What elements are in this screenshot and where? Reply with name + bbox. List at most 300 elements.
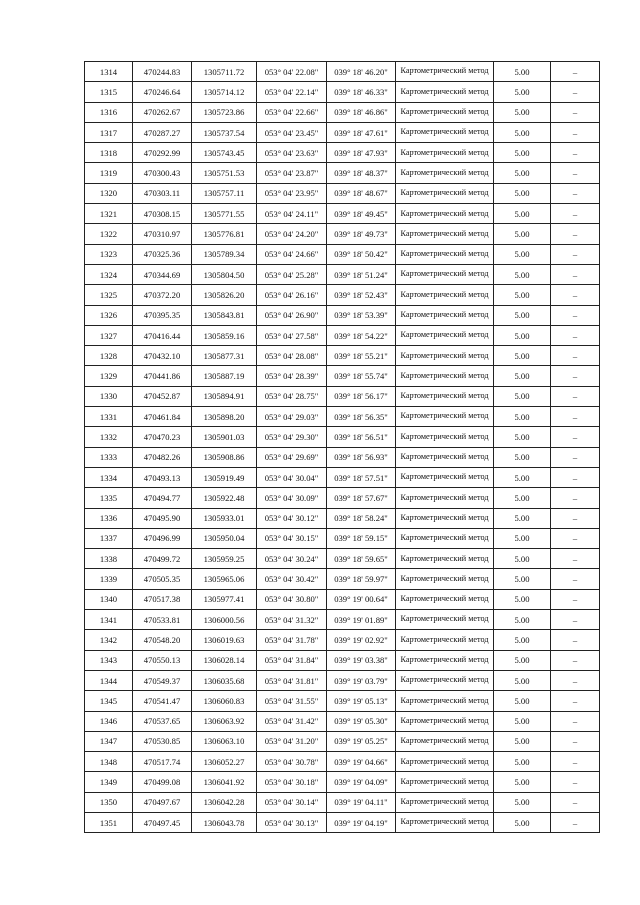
point-number-cell: 1346 [85, 711, 133, 731]
latitude-cell: 053° 04' 28.08" [257, 346, 327, 366]
longitude-cell: 039° 18' 56.93" [327, 447, 396, 467]
longitude-cell: 039° 19' 03.38" [327, 650, 396, 670]
table-row [85, 549, 600, 569]
point-number-cell: 1316 [85, 102, 133, 122]
table-row [85, 488, 600, 508]
x-coordinate-cell: 470517.38 [133, 589, 192, 609]
description-cell: – [551, 589, 600, 609]
longitude-cell: 039° 19' 01.89" [327, 610, 396, 630]
point-number-cell: 1322 [85, 224, 133, 244]
method-cell: Картометрический метод [396, 305, 494, 325]
latitude-cell: 053° 04' 24.11" [257, 204, 327, 224]
method-cell: Картометрический метод [396, 346, 494, 366]
table-row [85, 691, 600, 711]
description-cell: – [551, 772, 600, 792]
point-number-cell: 1336 [85, 508, 133, 528]
description-cell: – [551, 549, 600, 569]
latitude-cell: 053° 04' 25.28" [257, 264, 327, 284]
description-cell: – [551, 610, 600, 630]
description-cell: – [551, 366, 600, 386]
accuracy-cell: 5.00 [494, 630, 551, 650]
table-row [85, 630, 600, 650]
table-row [85, 508, 600, 528]
table-row [85, 467, 600, 487]
method-cell: Картометрический метод [396, 264, 494, 284]
latitude-cell: 053° 04' 24.66" [257, 244, 327, 264]
accuracy-cell: 5.00 [494, 569, 551, 589]
accuracy-cell: 5.00 [494, 366, 551, 386]
accuracy-cell: 5.00 [494, 508, 551, 528]
point-number-cell: 1345 [85, 691, 133, 711]
y-coordinate-cell: 1305965.06 [192, 569, 257, 589]
method-cell: Картометрический метод [396, 407, 494, 427]
table-row [85, 325, 600, 345]
latitude-cell: 053° 04' 22.14" [257, 82, 327, 102]
accuracy-cell: 5.00 [494, 325, 551, 345]
method-cell: Картометрический метод [396, 366, 494, 386]
accuracy-cell: 5.00 [494, 731, 551, 751]
latitude-cell: 053° 04' 24.20" [257, 224, 327, 244]
accuracy-cell: 5.00 [494, 610, 551, 630]
point-number-cell: 1314 [85, 62, 133, 82]
y-coordinate-cell: 1306035.68 [192, 670, 257, 690]
method-cell: Картометрический метод [396, 386, 494, 406]
method-cell: Картометрический метод [396, 528, 494, 548]
x-coordinate-cell: 470470.23 [133, 427, 192, 447]
method-cell: Картометрический метод [396, 82, 494, 102]
longitude-cell: 039° 19' 05.30" [327, 711, 396, 731]
method-cell: Картометрический метод [396, 508, 494, 528]
x-coordinate-cell: 470244.83 [133, 62, 192, 82]
table-row [85, 204, 600, 224]
method-cell: Картометрический метод [396, 285, 494, 305]
point-number-cell: 1337 [85, 528, 133, 548]
y-coordinate-cell: 1306060.83 [192, 691, 257, 711]
latitude-cell: 053° 04' 30.78" [257, 752, 327, 772]
y-coordinate-cell: 1305737.54 [192, 122, 257, 142]
method-cell: Картометрический метод [396, 691, 494, 711]
method-cell: Картометрический метод [396, 569, 494, 589]
x-coordinate-cell: 470452.87 [133, 386, 192, 406]
y-coordinate-cell: 1305804.50 [192, 264, 257, 284]
table-row [85, 711, 600, 731]
description-cell: – [551, 285, 600, 305]
point-number-cell: 1326 [85, 305, 133, 325]
x-coordinate-cell: 470310.97 [133, 224, 192, 244]
description-cell: – [551, 488, 600, 508]
x-coordinate-cell: 470548.20 [133, 630, 192, 650]
description-cell: – [551, 752, 600, 772]
table-row [85, 447, 600, 467]
y-coordinate-cell: 1305757.11 [192, 183, 257, 203]
longitude-cell: 039° 18' 49.73" [327, 224, 396, 244]
point-number-cell: 1321 [85, 204, 133, 224]
x-coordinate-cell: 470461.84 [133, 407, 192, 427]
latitude-cell: 053° 04' 27.58" [257, 325, 327, 345]
method-cell: Картометрический метод [396, 549, 494, 569]
longitude-cell: 039° 19' 03.79" [327, 670, 396, 690]
table-row [85, 346, 600, 366]
accuracy-cell: 5.00 [494, 407, 551, 427]
x-coordinate-cell: 470549.37 [133, 670, 192, 690]
y-coordinate-cell: 1305977.41 [192, 589, 257, 609]
x-coordinate-cell: 470246.64 [133, 82, 192, 102]
point-number-cell: 1331 [85, 407, 133, 427]
longitude-cell: 039° 19' 04.19" [327, 812, 396, 832]
point-number-cell: 1335 [85, 488, 133, 508]
y-coordinate-cell: 1305933.01 [192, 508, 257, 528]
latitude-cell: 053° 04' 30.13" [257, 812, 327, 832]
point-number-cell: 1351 [85, 812, 133, 832]
longitude-cell: 039° 18' 51.24" [327, 264, 396, 284]
latitude-cell: 053° 04' 30.80" [257, 589, 327, 609]
y-coordinate-cell: 1305789.34 [192, 244, 257, 264]
x-coordinate-cell: 470303.11 [133, 183, 192, 203]
table-row [85, 731, 600, 751]
method-cell: Картометрический метод [396, 711, 494, 731]
latitude-cell: 053° 04' 30.18" [257, 772, 327, 792]
longitude-cell: 039° 18' 58.24" [327, 508, 396, 528]
point-number-cell: 1324 [85, 264, 133, 284]
table-row [85, 610, 600, 630]
x-coordinate-cell: 470505.35 [133, 569, 192, 589]
x-coordinate-cell: 470262.67 [133, 102, 192, 122]
description-cell: – [551, 650, 600, 670]
point-number-cell: 1340 [85, 589, 133, 609]
point-number-cell: 1349 [85, 772, 133, 792]
y-coordinate-cell: 1305743.45 [192, 143, 257, 163]
latitude-cell: 053° 04' 31.81" [257, 670, 327, 690]
table-row [85, 812, 600, 832]
accuracy-cell: 5.00 [494, 650, 551, 670]
point-number-cell: 1350 [85, 792, 133, 812]
method-cell: Картометрический метод [396, 772, 494, 792]
x-coordinate-cell: 470372.20 [133, 285, 192, 305]
x-coordinate-cell: 470325.36 [133, 244, 192, 264]
description-cell: – [551, 264, 600, 284]
point-number-cell: 1347 [85, 731, 133, 751]
table-row [85, 183, 600, 203]
x-coordinate-cell: 470493.13 [133, 467, 192, 487]
method-cell: Картометрический метод [396, 204, 494, 224]
x-coordinate-cell: 470530.85 [133, 731, 192, 751]
x-coordinate-cell: 470308.15 [133, 204, 192, 224]
table-row [85, 244, 600, 264]
point-number-cell: 1348 [85, 752, 133, 772]
point-number-cell: 1327 [85, 325, 133, 345]
x-coordinate-cell: 470432.10 [133, 346, 192, 366]
y-coordinate-cell: 1305922.48 [192, 488, 257, 508]
x-coordinate-cell: 470395.35 [133, 305, 192, 325]
accuracy-cell: 5.00 [494, 143, 551, 163]
latitude-cell: 053° 04' 23.45" [257, 122, 327, 142]
latitude-cell: 053° 04' 29.30" [257, 427, 327, 447]
table-row [85, 82, 600, 102]
latitude-cell: 053° 04' 31.84" [257, 650, 327, 670]
description-cell: – [551, 224, 600, 244]
longitude-cell: 039° 19' 04.09" [327, 772, 396, 792]
table-row [85, 528, 600, 548]
y-coordinate-cell: 1305843.81 [192, 305, 257, 325]
accuracy-cell: 5.00 [494, 62, 551, 82]
y-coordinate-cell: 1306063.10 [192, 731, 257, 751]
accuracy-cell: 5.00 [494, 772, 551, 792]
y-coordinate-cell: 1306041.92 [192, 772, 257, 792]
latitude-cell: 053° 04' 23.63" [257, 143, 327, 163]
point-number-cell: 1319 [85, 163, 133, 183]
description-cell: – [551, 163, 600, 183]
longitude-cell: 039° 18' 57.51" [327, 467, 396, 487]
longitude-cell: 039° 19' 05.13" [327, 691, 396, 711]
method-cell: Картометрический метод [396, 589, 494, 609]
x-coordinate-cell: 470292.99 [133, 143, 192, 163]
longitude-cell: 039° 18' 50.42" [327, 244, 396, 264]
x-coordinate-cell: 470550.13 [133, 650, 192, 670]
accuracy-cell: 5.00 [494, 102, 551, 122]
x-coordinate-cell: 470499.08 [133, 772, 192, 792]
table-body [85, 62, 600, 833]
table-row [85, 264, 600, 284]
x-coordinate-cell: 470300.43 [133, 163, 192, 183]
longitude-cell: 039° 19' 04.66" [327, 752, 396, 772]
method-cell: Картометрический метод [396, 488, 494, 508]
x-coordinate-cell: 470517.74 [133, 752, 192, 772]
description-cell: – [551, 82, 600, 102]
y-coordinate-cell: 1306043.78 [192, 812, 257, 832]
longitude-cell: 039° 18' 55.74" [327, 366, 396, 386]
point-number-cell: 1318 [85, 143, 133, 163]
table-row [85, 366, 600, 386]
longitude-cell: 039° 19' 00.64" [327, 589, 396, 609]
accuracy-cell: 5.00 [494, 163, 551, 183]
accuracy-cell: 5.00 [494, 122, 551, 142]
description-cell: – [551, 62, 600, 82]
latitude-cell: 053° 04' 30.14" [257, 792, 327, 812]
description-cell: – [551, 122, 600, 142]
accuracy-cell: 5.00 [494, 691, 551, 711]
y-coordinate-cell: 1305859.16 [192, 325, 257, 345]
method-cell: Картометрический метод [396, 731, 494, 751]
table-row [85, 285, 600, 305]
point-number-cell: 1344 [85, 670, 133, 690]
y-coordinate-cell: 1305776.81 [192, 224, 257, 244]
description-cell: – [551, 407, 600, 427]
longitude-cell: 039° 18' 46.33" [327, 82, 396, 102]
accuracy-cell: 5.00 [494, 792, 551, 812]
description-cell: – [551, 244, 600, 264]
description-cell: – [551, 691, 600, 711]
longitude-cell: 039° 18' 57.67" [327, 488, 396, 508]
table-row [85, 752, 600, 772]
y-coordinate-cell: 1306000.56 [192, 610, 257, 630]
y-coordinate-cell: 1305751.53 [192, 163, 257, 183]
point-number-cell: 1332 [85, 427, 133, 447]
method-cell: Картометрический метод [396, 163, 494, 183]
table-row [85, 143, 600, 163]
table-row [85, 589, 600, 609]
point-number-cell: 1323 [85, 244, 133, 264]
latitude-cell: 053° 04' 31.42" [257, 711, 327, 731]
longitude-cell: 039° 18' 56.35" [327, 407, 396, 427]
coordinates-table [84, 61, 600, 833]
method-cell: Картометрический метод [396, 752, 494, 772]
x-coordinate-cell: 470497.67 [133, 792, 192, 812]
description-cell: – [551, 711, 600, 731]
point-number-cell: 1328 [85, 346, 133, 366]
point-number-cell: 1342 [85, 630, 133, 650]
latitude-cell: 053° 04' 29.69" [257, 447, 327, 467]
method-cell: Картометрический метод [396, 143, 494, 163]
y-coordinate-cell: 1306063.92 [192, 711, 257, 731]
accuracy-cell: 5.00 [494, 346, 551, 366]
point-number-cell: 1343 [85, 650, 133, 670]
latitude-cell: 053° 04' 31.32" [257, 610, 327, 630]
method-cell: Картометрический метод [396, 610, 494, 630]
point-number-cell: 1325 [85, 285, 133, 305]
point-number-cell: 1315 [85, 82, 133, 102]
latitude-cell: 053° 04' 22.08" [257, 62, 327, 82]
method-cell: Картометрический метод [396, 325, 494, 345]
x-coordinate-cell: 470533.81 [133, 610, 192, 630]
accuracy-cell: 5.00 [494, 204, 551, 224]
description-cell: – [551, 143, 600, 163]
method-cell: Картометрический метод [396, 650, 494, 670]
accuracy-cell: 5.00 [494, 812, 551, 832]
method-cell: Картометрический метод [396, 62, 494, 82]
method-cell: Картометрический метод [396, 224, 494, 244]
latitude-cell: 053° 04' 23.87" [257, 163, 327, 183]
y-coordinate-cell: 1305901.03 [192, 427, 257, 447]
x-coordinate-cell: 470287.27 [133, 122, 192, 142]
x-coordinate-cell: 470496.99 [133, 528, 192, 548]
accuracy-cell: 5.00 [494, 752, 551, 772]
latitude-cell: 053° 04' 28.39" [257, 366, 327, 386]
y-coordinate-cell: 1305898.20 [192, 407, 257, 427]
description-cell: – [551, 467, 600, 487]
method-cell: Картометрический метод [396, 792, 494, 812]
accuracy-cell: 5.00 [494, 711, 551, 731]
accuracy-cell: 5.00 [494, 386, 551, 406]
table-row [85, 670, 600, 690]
longitude-cell: 039° 19' 04.11" [327, 792, 396, 812]
y-coordinate-cell: 1305877.31 [192, 346, 257, 366]
longitude-cell: 039° 18' 48.67" [327, 183, 396, 203]
longitude-cell: 039° 18' 47.61" [327, 122, 396, 142]
x-coordinate-cell: 470482.26 [133, 447, 192, 467]
longitude-cell: 039° 18' 49.45" [327, 204, 396, 224]
table-row [85, 102, 600, 122]
method-cell: Картометрический метод [396, 630, 494, 650]
table-row [85, 386, 600, 406]
longitude-cell: 039° 18' 59.65" [327, 549, 396, 569]
table-row [85, 163, 600, 183]
table-row [85, 122, 600, 142]
y-coordinate-cell: 1305950.04 [192, 528, 257, 548]
description-cell: – [551, 325, 600, 345]
accuracy-cell: 5.00 [494, 427, 551, 447]
longitude-cell: 039° 18' 47.93" [327, 143, 396, 163]
point-number-cell: 1320 [85, 183, 133, 203]
table-row [85, 772, 600, 792]
x-coordinate-cell: 470541.47 [133, 691, 192, 711]
description-cell: – [551, 528, 600, 548]
latitude-cell: 053° 04' 31.78" [257, 630, 327, 650]
y-coordinate-cell: 1305894.91 [192, 386, 257, 406]
y-coordinate-cell: 1306028.14 [192, 650, 257, 670]
description-cell: – [551, 630, 600, 650]
method-cell: Картометрический метод [396, 427, 494, 447]
description-cell: – [551, 569, 600, 589]
table-row [85, 427, 600, 447]
method-cell: Картометрический метод [396, 670, 494, 690]
latitude-cell: 053° 04' 26.16" [257, 285, 327, 305]
longitude-cell: 039° 18' 54.22" [327, 325, 396, 345]
y-coordinate-cell: 1305711.72 [192, 62, 257, 82]
longitude-cell: 039° 18' 55.21" [327, 346, 396, 366]
y-coordinate-cell: 1305887.19 [192, 366, 257, 386]
accuracy-cell: 5.00 [494, 467, 551, 487]
y-coordinate-cell: 1306042.28 [192, 792, 257, 812]
y-coordinate-cell: 1305908.86 [192, 447, 257, 467]
latitude-cell: 053° 04' 30.42" [257, 569, 327, 589]
x-coordinate-cell: 470416.44 [133, 325, 192, 345]
point-number-cell: 1341 [85, 610, 133, 630]
longitude-cell: 039° 18' 56.17" [327, 386, 396, 406]
latitude-cell: 053° 04' 30.12" [257, 508, 327, 528]
longitude-cell: 039° 19' 02.92" [327, 630, 396, 650]
method-cell: Картометрический метод [396, 102, 494, 122]
accuracy-cell: 5.00 [494, 244, 551, 264]
y-coordinate-cell: 1306052.27 [192, 752, 257, 772]
description-cell: – [551, 508, 600, 528]
longitude-cell: 039° 18' 52.43" [327, 285, 396, 305]
y-coordinate-cell: 1305723.86 [192, 102, 257, 122]
longitude-cell: 039° 18' 53.39" [327, 305, 396, 325]
accuracy-cell: 5.00 [494, 670, 551, 690]
description-cell: – [551, 731, 600, 751]
description-cell: – [551, 305, 600, 325]
longitude-cell: 039° 18' 59.15" [327, 528, 396, 548]
description-cell: – [551, 427, 600, 447]
table-row [85, 650, 600, 670]
accuracy-cell: 5.00 [494, 488, 551, 508]
latitude-cell: 053° 04' 29.03" [257, 407, 327, 427]
latitude-cell: 053° 04' 31.55" [257, 691, 327, 711]
x-coordinate-cell: 470537.65 [133, 711, 192, 731]
accuracy-cell: 5.00 [494, 224, 551, 244]
table-row [85, 569, 600, 589]
method-cell: Картометрический метод [396, 467, 494, 487]
latitude-cell: 053° 04' 30.04" [257, 467, 327, 487]
y-coordinate-cell: 1305714.12 [192, 82, 257, 102]
latitude-cell: 053° 04' 30.09" [257, 488, 327, 508]
y-coordinate-cell: 1305919.49 [192, 467, 257, 487]
y-coordinate-cell: 1305959.25 [192, 549, 257, 569]
accuracy-cell: 5.00 [494, 183, 551, 203]
point-number-cell: 1339 [85, 569, 133, 589]
accuracy-cell: 5.00 [494, 549, 551, 569]
y-coordinate-cell: 1305771.55 [192, 204, 257, 224]
x-coordinate-cell: 470499.72 [133, 549, 192, 569]
method-cell: Картометрический метод [396, 244, 494, 264]
accuracy-cell: 5.00 [494, 447, 551, 467]
point-number-cell: 1330 [85, 386, 133, 406]
point-number-cell: 1317 [85, 122, 133, 142]
description-cell: – [551, 670, 600, 690]
longitude-cell: 039° 18' 56.51" [327, 427, 396, 447]
latitude-cell: 053° 04' 23.95" [257, 183, 327, 203]
y-coordinate-cell: 1305826.20 [192, 285, 257, 305]
